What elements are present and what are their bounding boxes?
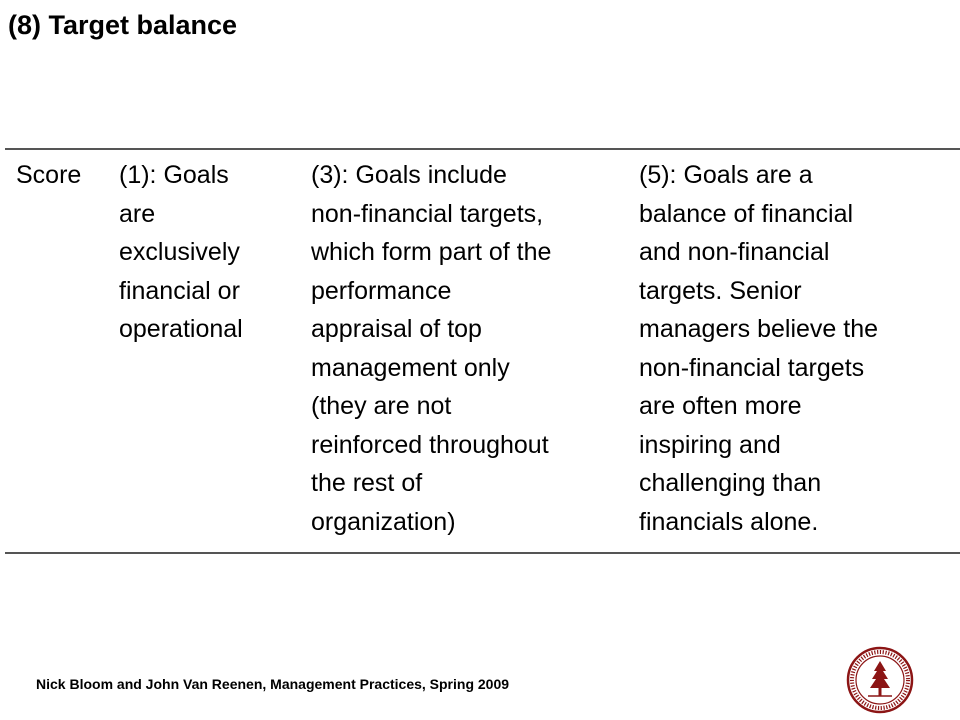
university-seal-icon <box>846 646 914 714</box>
text-line: management only <box>311 353 510 382</box>
text-line: financials alone. <box>639 507 819 536</box>
text-line: non-financial targets <box>639 353 865 382</box>
score-1-description <box>119 156 243 349</box>
text-line: reinforced throughout <box>311 430 549 459</box>
text-line: are <box>119 199 156 228</box>
text-line: performance <box>311 276 452 305</box>
text-line: balance of financial <box>639 199 854 228</box>
score-header <box>16 156 81 195</box>
table-top-rule <box>5 148 960 150</box>
score-label: Score <box>16 161 82 189</box>
text-line: organization) <box>311 507 456 536</box>
text-line: challenging than <box>639 469 822 497</box>
score-5-description <box>639 156 878 541</box>
text-line: which form part of the <box>311 238 552 266</box>
text-line: targets. Senior <box>639 276 802 305</box>
text-line: managers believe the <box>639 315 879 343</box>
text-line: the rest of <box>311 469 423 497</box>
table-bottom-rule <box>5 552 960 554</box>
text-line: (they are not <box>311 392 452 420</box>
text-line: and non-financial <box>639 238 830 266</box>
text-line: inspiring and <box>639 430 781 459</box>
text-line: operational <box>119 315 243 343</box>
text-line: (3): Goals include <box>311 161 507 189</box>
slide-title: (8) Target balance <box>8 10 238 40</box>
text-line: financial or <box>119 276 240 305</box>
text-line: (5): Goals are a <box>639 161 813 189</box>
text-line: are often more <box>639 392 802 420</box>
text-line: non-financial targets, <box>311 199 544 228</box>
text-line: (1): Goals <box>119 161 229 189</box>
footer-credit: Nick Bloom and John Van Reenen, Management Practices, Spring 2009 <box>36 676 510 692</box>
text-line: exclusively <box>119 238 240 266</box>
score-3-description <box>311 156 551 541</box>
text-line: appraisal of top <box>311 315 482 343</box>
